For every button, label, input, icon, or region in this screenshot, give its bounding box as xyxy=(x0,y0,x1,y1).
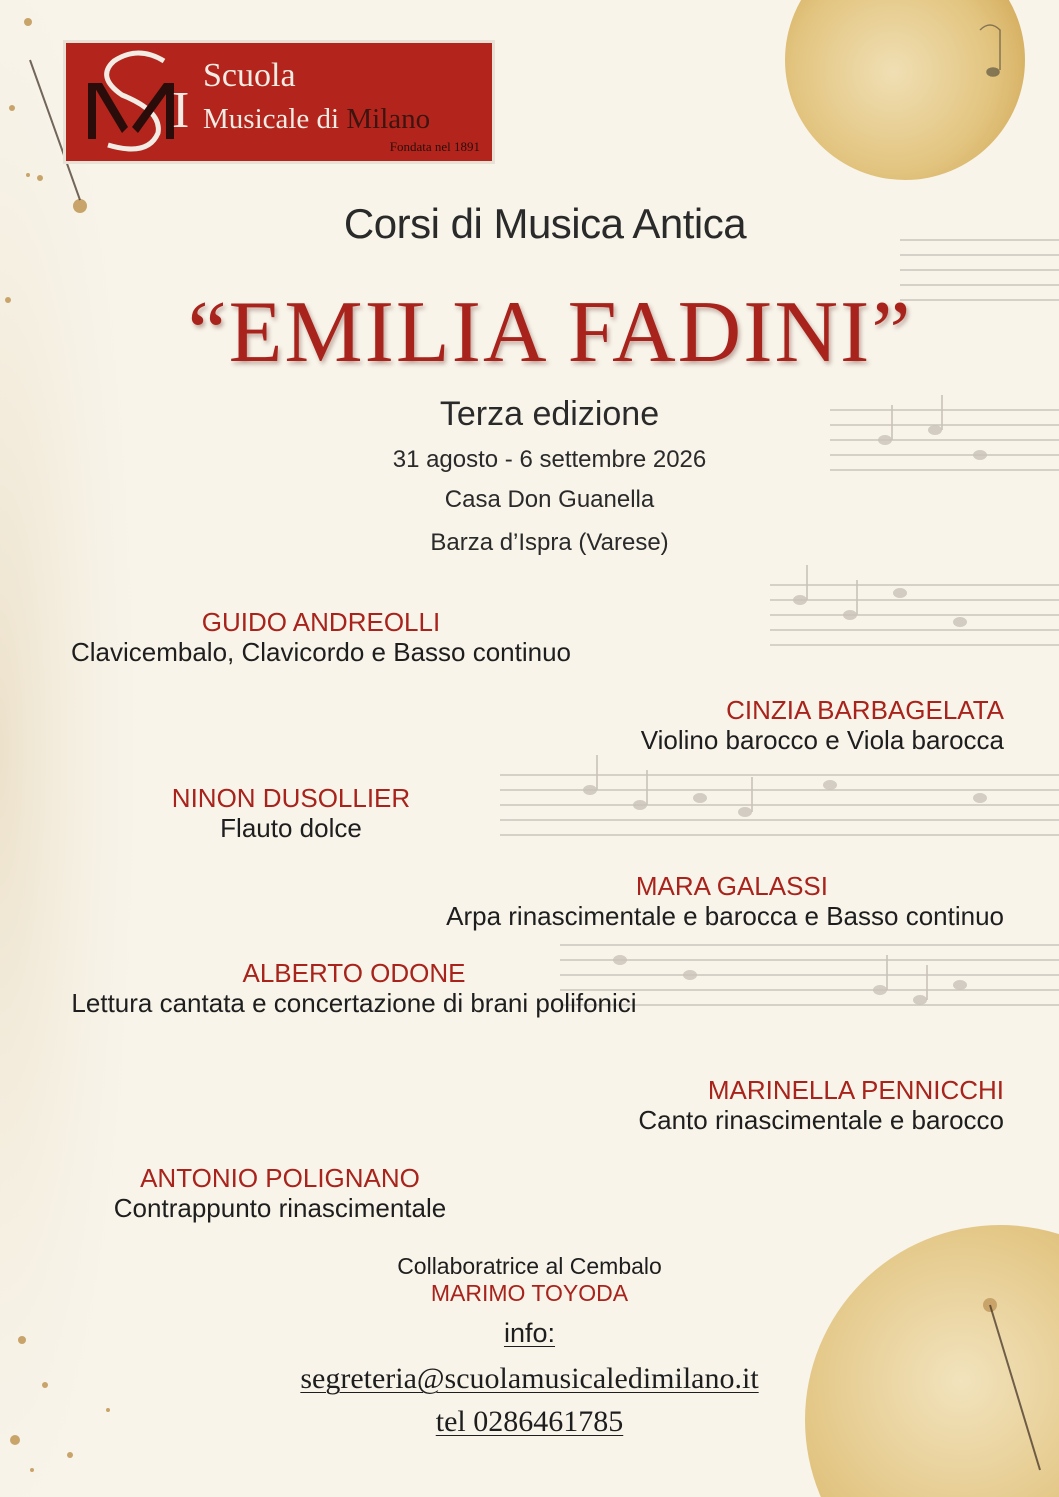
teacher-name: MARA GALASSI xyxy=(635,871,828,901)
svg-text:I: I xyxy=(172,82,190,139)
teacher-name: MARINELLA PENNICCHI xyxy=(707,1075,1004,1105)
info-label: info: xyxy=(503,1318,556,1348)
monogram-icon xyxy=(78,47,194,159)
logo-line-musicale xyxy=(203,103,430,136)
teacher-pennicchi xyxy=(504,1075,1004,1135)
event-venue: Casa Don Guanella xyxy=(444,486,655,513)
teacher-subject: Canto rinascimentale e barocco xyxy=(638,1105,1004,1135)
contact-phone-link[interactable]: tel 0286461785 xyxy=(435,1405,624,1438)
event-location: Barza d’Ispra (Varese) xyxy=(430,529,669,556)
teacher-andreolli xyxy=(54,607,588,667)
logo-line-scuola: Scuola xyxy=(203,57,296,94)
event-dates: 31 agosto - 6 settembre 2026 xyxy=(392,446,707,473)
contact-email-link[interactable]: segreteria@scuolamusicaledimilano.it xyxy=(300,1362,759,1395)
teacher-subject: Violino barocco e Viola barocca xyxy=(640,725,1004,755)
teacher-polignano xyxy=(90,1163,470,1223)
teacher-name: ANTONIO POLIGNANO xyxy=(140,1163,420,1193)
teacher-name: NINON DUSOLLIER xyxy=(171,783,411,813)
logo-line-milano: Milano xyxy=(346,103,431,135)
logo-founded: Fondata nel 1891 xyxy=(389,139,480,154)
teacher-subject: Contrappunto rinascimentale xyxy=(113,1193,447,1223)
school-logo xyxy=(63,40,495,164)
teacher-name: GUIDO ANDREOLLI xyxy=(201,607,441,637)
teacher-galassi xyxy=(364,871,1004,931)
teacher-subject: Lettura cantata e concertazione di brani polifonici xyxy=(71,988,637,1018)
teacher-dusollier xyxy=(141,783,441,843)
teacher-barbagelata xyxy=(504,695,1004,755)
course-title: Corsi di Musica Antica xyxy=(343,200,747,247)
event-title: “EMILIA FADINI” xyxy=(187,284,913,381)
logo-line-musicale-a: Musicale di xyxy=(203,103,347,135)
collaborator-name: MARIMO TOYODA xyxy=(430,1280,629,1306)
teacher-subject: Arpa rinascimentale e barocca e Basso continuo xyxy=(446,901,1004,931)
collaborator-label: Collaboratrice al Cembalo xyxy=(397,1253,662,1279)
teacher-name: CINZIA BARBAGELATA xyxy=(726,695,1004,725)
teacher-subject: Clavicembalo, Clavicordo e Basso continuo xyxy=(70,637,572,667)
teacher-name: ALBERTO ODONE xyxy=(242,958,466,988)
edition: Terza edizione xyxy=(439,395,660,433)
teacher-subject: Flauto dolce xyxy=(220,813,362,843)
teacher-odone xyxy=(54,958,654,1018)
